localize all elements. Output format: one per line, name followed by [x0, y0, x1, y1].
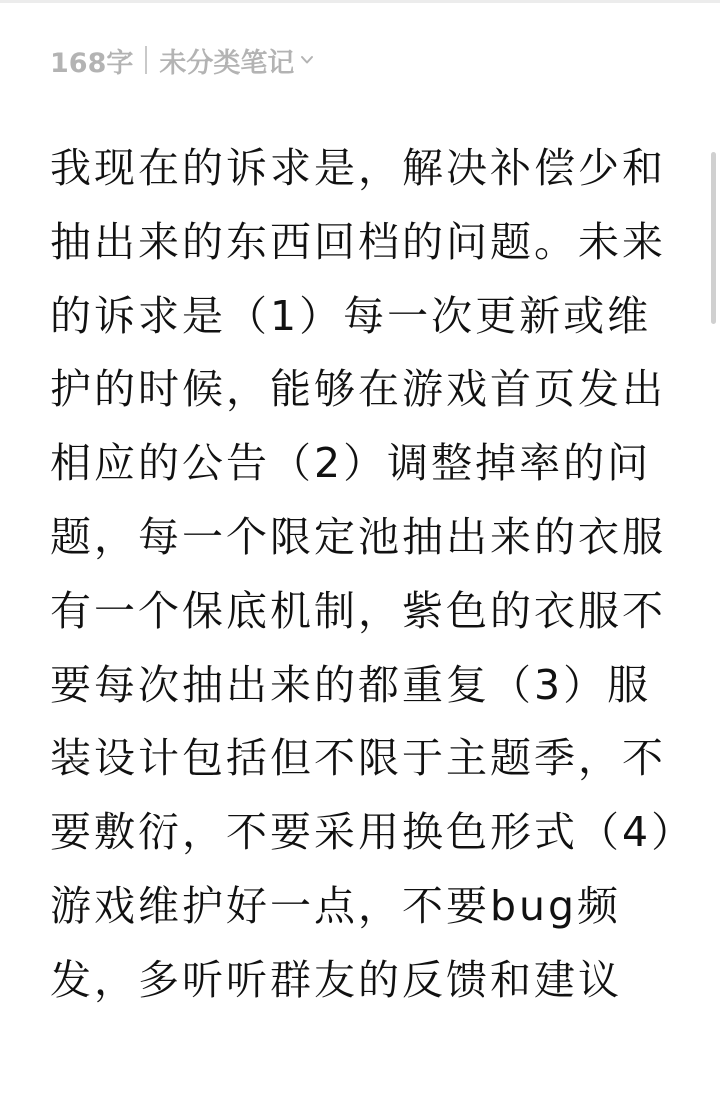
meta-divider — [145, 46, 147, 74]
category-selector[interactable] — [159, 41, 314, 80]
scrollbar-thumb[interactable] — [711, 152, 716, 324]
category-label: 未分类笔记 — [159, 47, 295, 79]
note-meta-bar — [50, 38, 314, 82]
note-body-text[interactable]: 我现在的诉求是，解决补偿少和抽出来的东西回档的问题。未来的诉求是（1）每一次更新或维护的时候，能够在游戏首页发出相应的公告（2）调整掉率的问题，每一个限定池抽出来的衣服有一个保底机制，紫色的衣服不要每次抽出来的都重复（3）服装设计包括但不限于主题季，不要敷衍，不要采用换色形式（4）游戏维护好一点，不要bug频发，多听听群友的反馈和建议 — [50, 144, 675, 1004]
chevron-down-icon — [300, 53, 314, 67]
word-count: 168字 — [50, 47, 134, 79]
top-edge-divider — [0, 0, 720, 3]
